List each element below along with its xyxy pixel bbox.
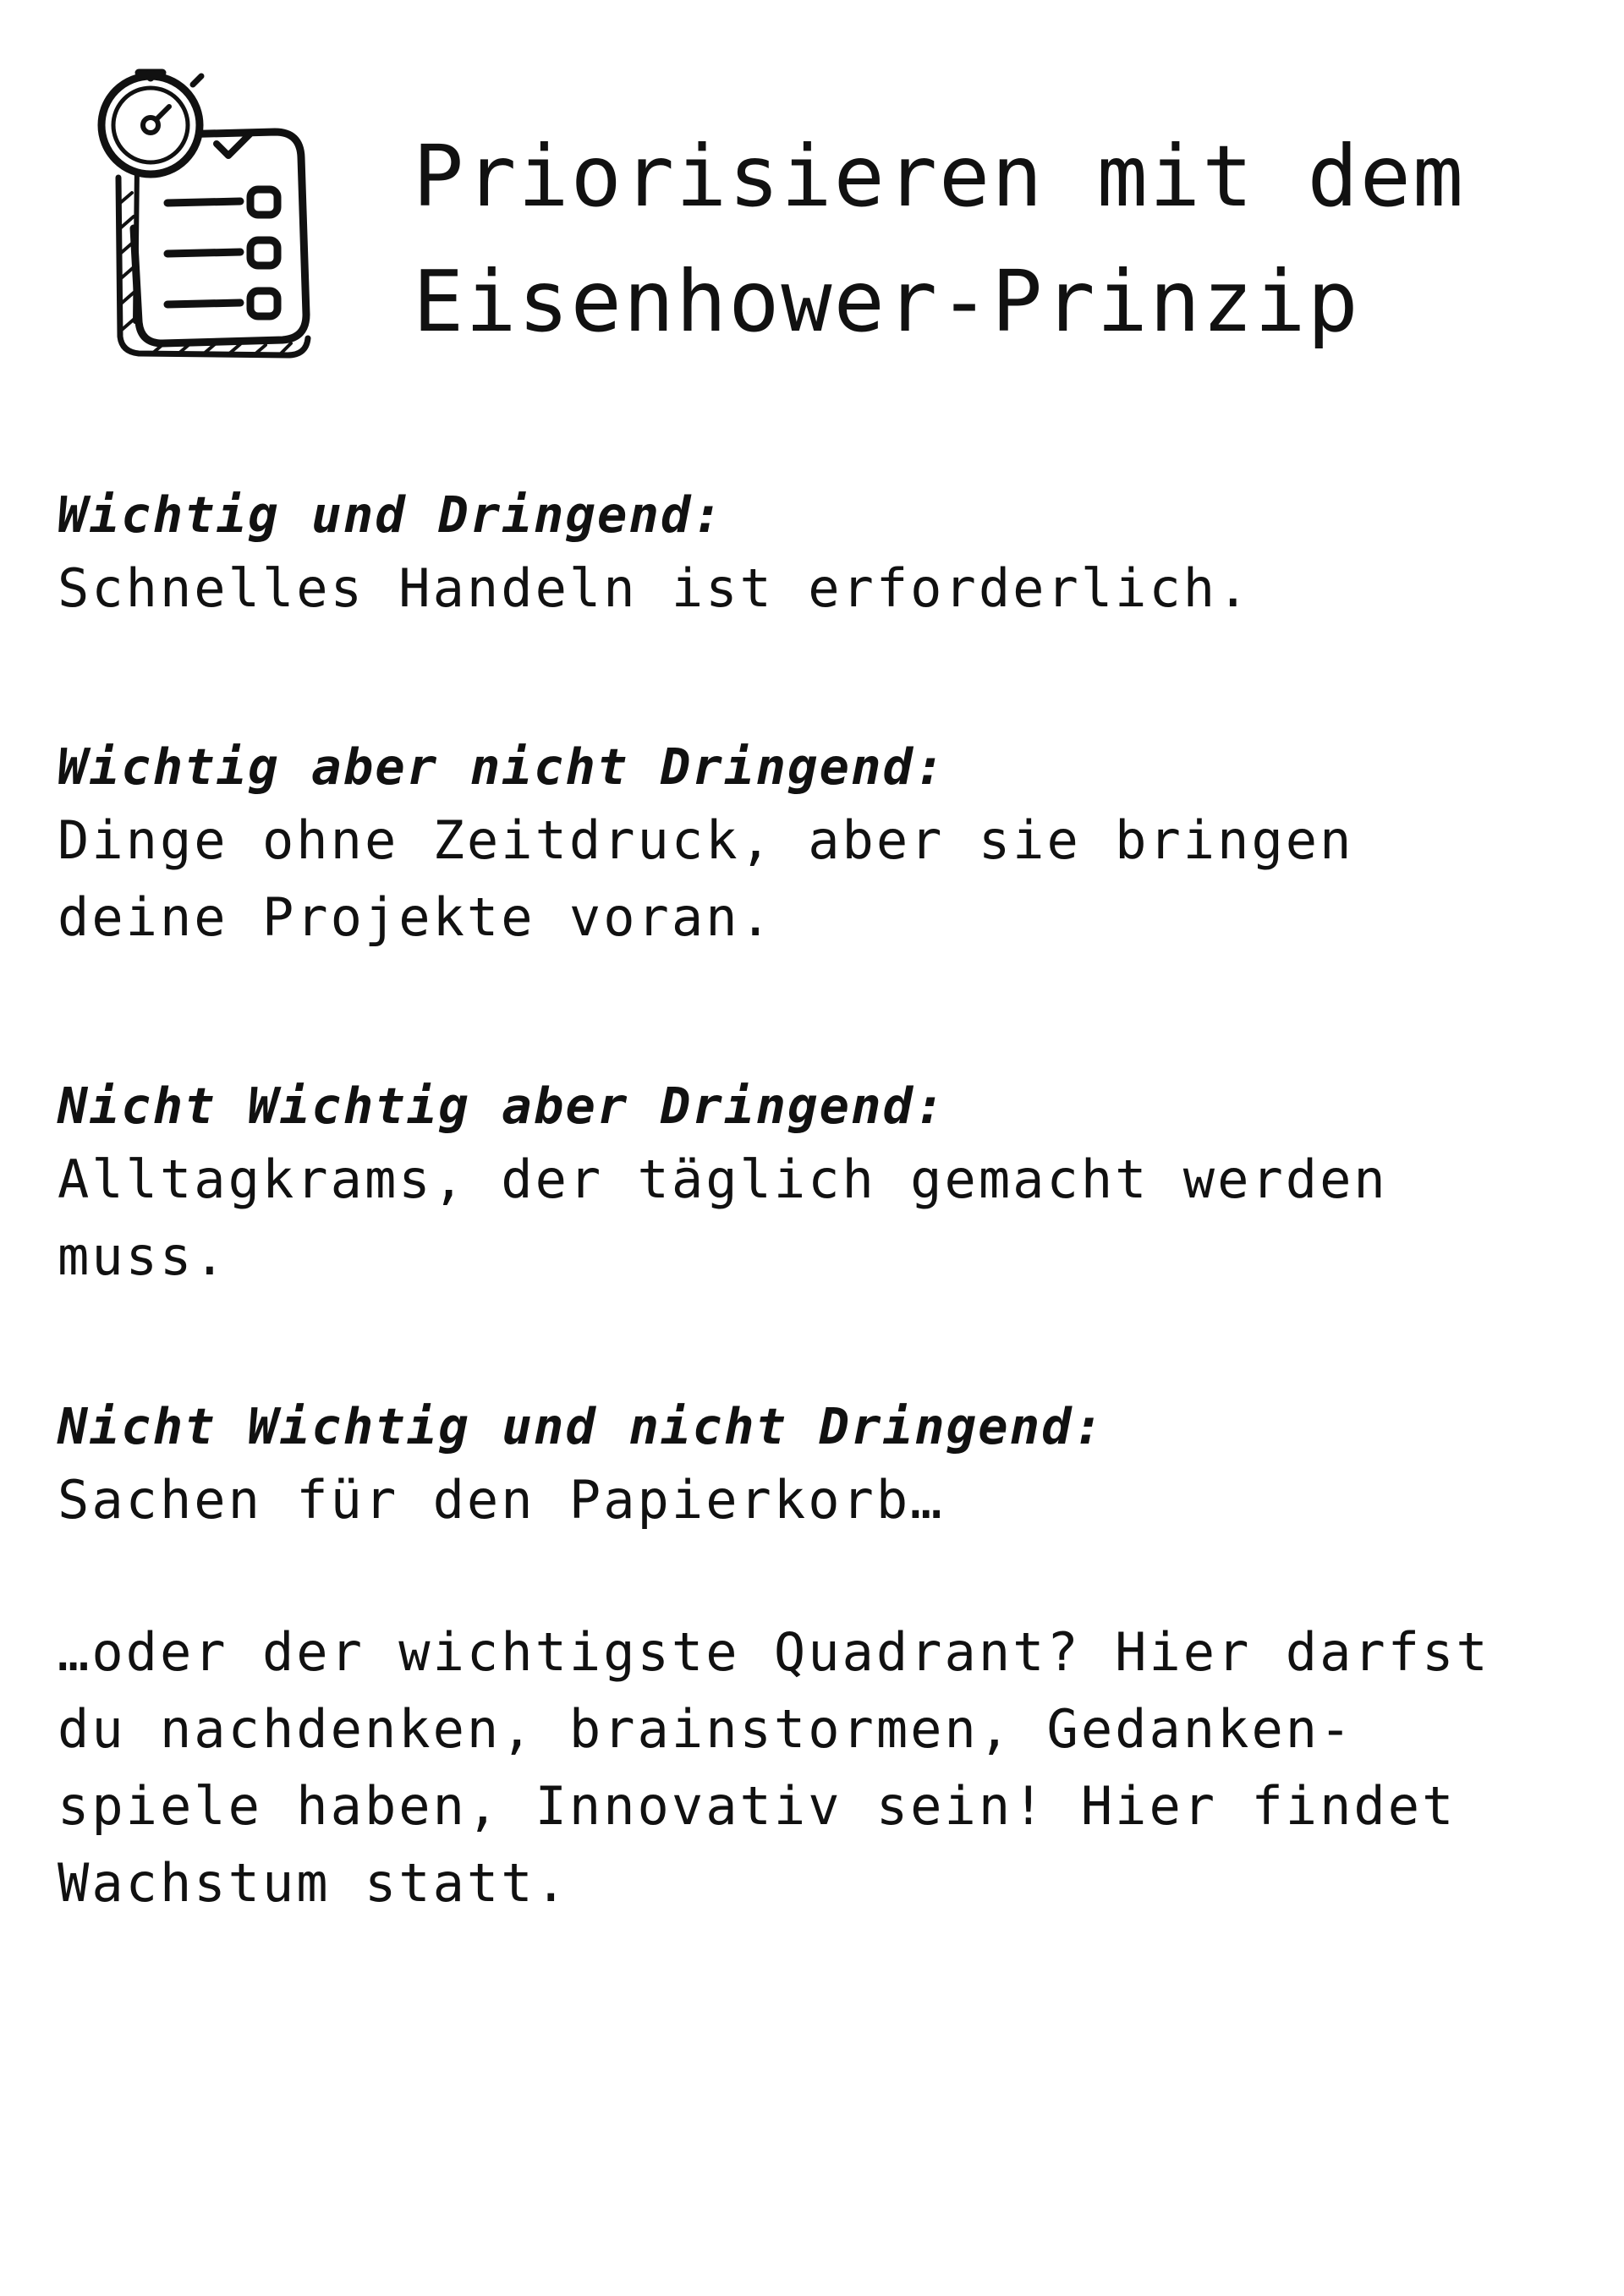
section-body [58, 550, 1572, 627]
closing-paragraph [58, 1614, 1572, 1921]
checklist-stopwatch-icon [85, 51, 321, 364]
section-not-important-urgent [58, 1071, 1572, 1295]
section-important-not-urgent [58, 732, 1572, 956]
body-line: Sachen für den Papierkorb… [58, 1469, 945, 1531]
section-body [58, 802, 1572, 956]
body-line: Schnelles Handeln ist erforderlich. [58, 557, 1252, 619]
body-line: spiele haben, Innovativ sein! Hier findet [58, 1775, 1457, 1837]
title-line-2: Eisenhower-Prinzip [413, 252, 1360, 351]
body-line: Alltagkrams, der täglich gemacht werden [58, 1148, 1388, 1210]
body-line: Dinge ohne Zeitdruck, aber sie bringen [58, 809, 1354, 871]
section-not-important-not-urgent [58, 1392, 1572, 1538]
section-important-urgent [58, 480, 1572, 627]
section-body [58, 1461, 1572, 1538]
section-heading: Wichtig aber nicht Dringend: [58, 737, 946, 796]
section-heading: Nicht Wichtig und nicht Dringend: [58, 1397, 1106, 1455]
body-line: Wachstum statt. [58, 1852, 569, 1914]
section-heading: Wichtig und Dringend: [58, 485, 724, 544]
closing-body [58, 1614, 1572, 1921]
body-line: deine Projekte voran. [58, 886, 774, 948]
section-body [58, 1141, 1572, 1295]
body-line: …oder der wichtigste Quadrant? Hier darfst [58, 1621, 1490, 1683]
title-line-1: Priorisieren mit dem [413, 127, 1466, 226]
body-line: muss. [58, 1225, 228, 1287]
body-line: du nachdenken, brainstormen, Gedanken- [58, 1698, 1354, 1760]
section-heading: Nicht Wichtig aber Dringend: [58, 1077, 946, 1135]
page-title [413, 114, 1465, 364]
